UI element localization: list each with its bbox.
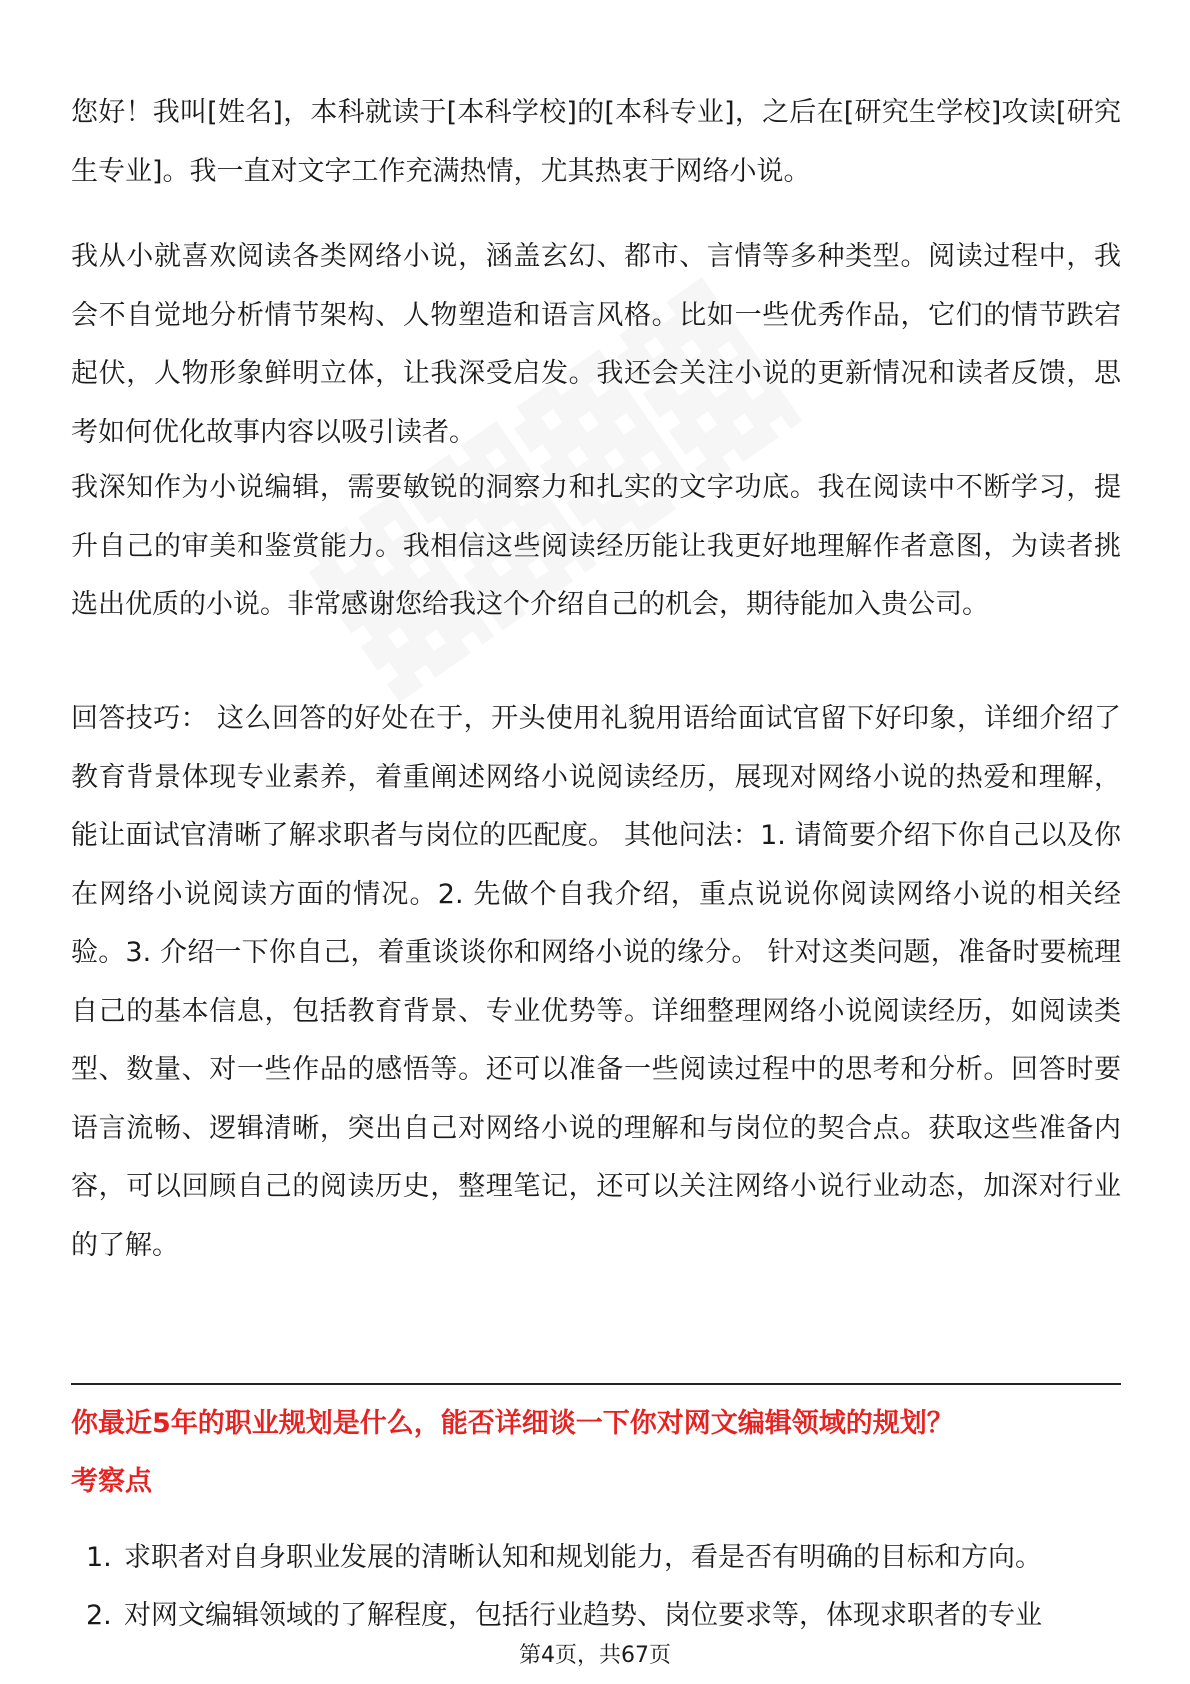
assessment-points-heading: 考察点 [71, 1466, 152, 1497]
list-item-number: 2. [86, 1600, 112, 1631]
page-number-footer: 第4页，共67页 [519, 1643, 671, 1668]
list-item-text: 对网文编辑领域的了解程度，包括行业趋势、岗位要求等，体现求职者的专业 [124, 1600, 1042, 1631]
list-item [86, 1596, 1126, 1636]
section-divider [71, 1383, 1121, 1385]
answer-tips-paragraph: 回答技巧： 这么回答的好处在于，开头使用礼貌用语给面试官留下好印象，详细介绍了教育背景体现专业素养，着重阐述网络小说阅读经历，展现对网络小说的热爱和理解，能让面试官清晰了解求职者与岗位的匹配度。 其他问法：1. 请简要介绍下你自己以及你在网络小说阅读方面的情况。2. 先做个自我介绍，重点说说你阅读网络小说的相关经验。3. 介绍一下你自己，着重谈谈你和网络小说的缘分。 针对这类问题，准备时要梳理自己的基本信息，包括教育背景、专业优势等。详细整理网络小说阅读经历，如阅读类型、数量、对一些作品的感悟等。还可以准备一些阅读过程中的思考和分析。回答时要语言流畅、逻辑清晰，突出自己对网络小说的理解和与岗位的契合点。获取这些准备内容，可以回顾自己的阅读历史，整理笔记，还可以关注网络小说行业动态，加深对行业的了解。 [71, 703, 1121, 1261]
list-item-number: 1. [86, 1542, 112, 1573]
list-item [86, 1538, 1126, 1578]
reading-experience-paragraph: 我从小就喜欢阅读各类网络小说，涵盖玄幻、都市、言情等多种类型。阅读过程中，我会不自觉地分析情节架构、人物塑造和语言风格。比如一些优秀作品，它们的情节跌宕起伏，人物形象鲜明立体，让我深受启发。我还会关注小说的更新情况和读者反馈，思考如何优化故事内容以吸引读者。 [71, 241, 1121, 448]
list-item-text: 求职者对自身职业发展的清晰认知和规划能力，看是否有明确的目标和方向。 [124, 1542, 1042, 1573]
editor-insight-paragraph: 我深知作为小说编辑，需要敏锐的洞察力和扎实的文字功底。我在阅读中不断学习，提升自己的审美和鉴赏能力。我相信这些阅读经历能让我更好地理解作者意图，为读者挑选出优质的小说。非常感谢您给我这个介绍自己的机会，期待能加入贵公司。 [71, 472, 1121, 620]
interview-question: 你最近5年的职业规划是什么，能否详细谈一下你对网文编辑领域的规划？ [71, 1408, 954, 1439]
intro-paragraph: 您好！我叫[姓名]，本科就读于[本科学校]的[本科专业]，之后在[研究生学校]攻读[研究生专业]。我一直对文字工作充满热情，尤其热衷于网络小说。 [71, 97, 1121, 187]
